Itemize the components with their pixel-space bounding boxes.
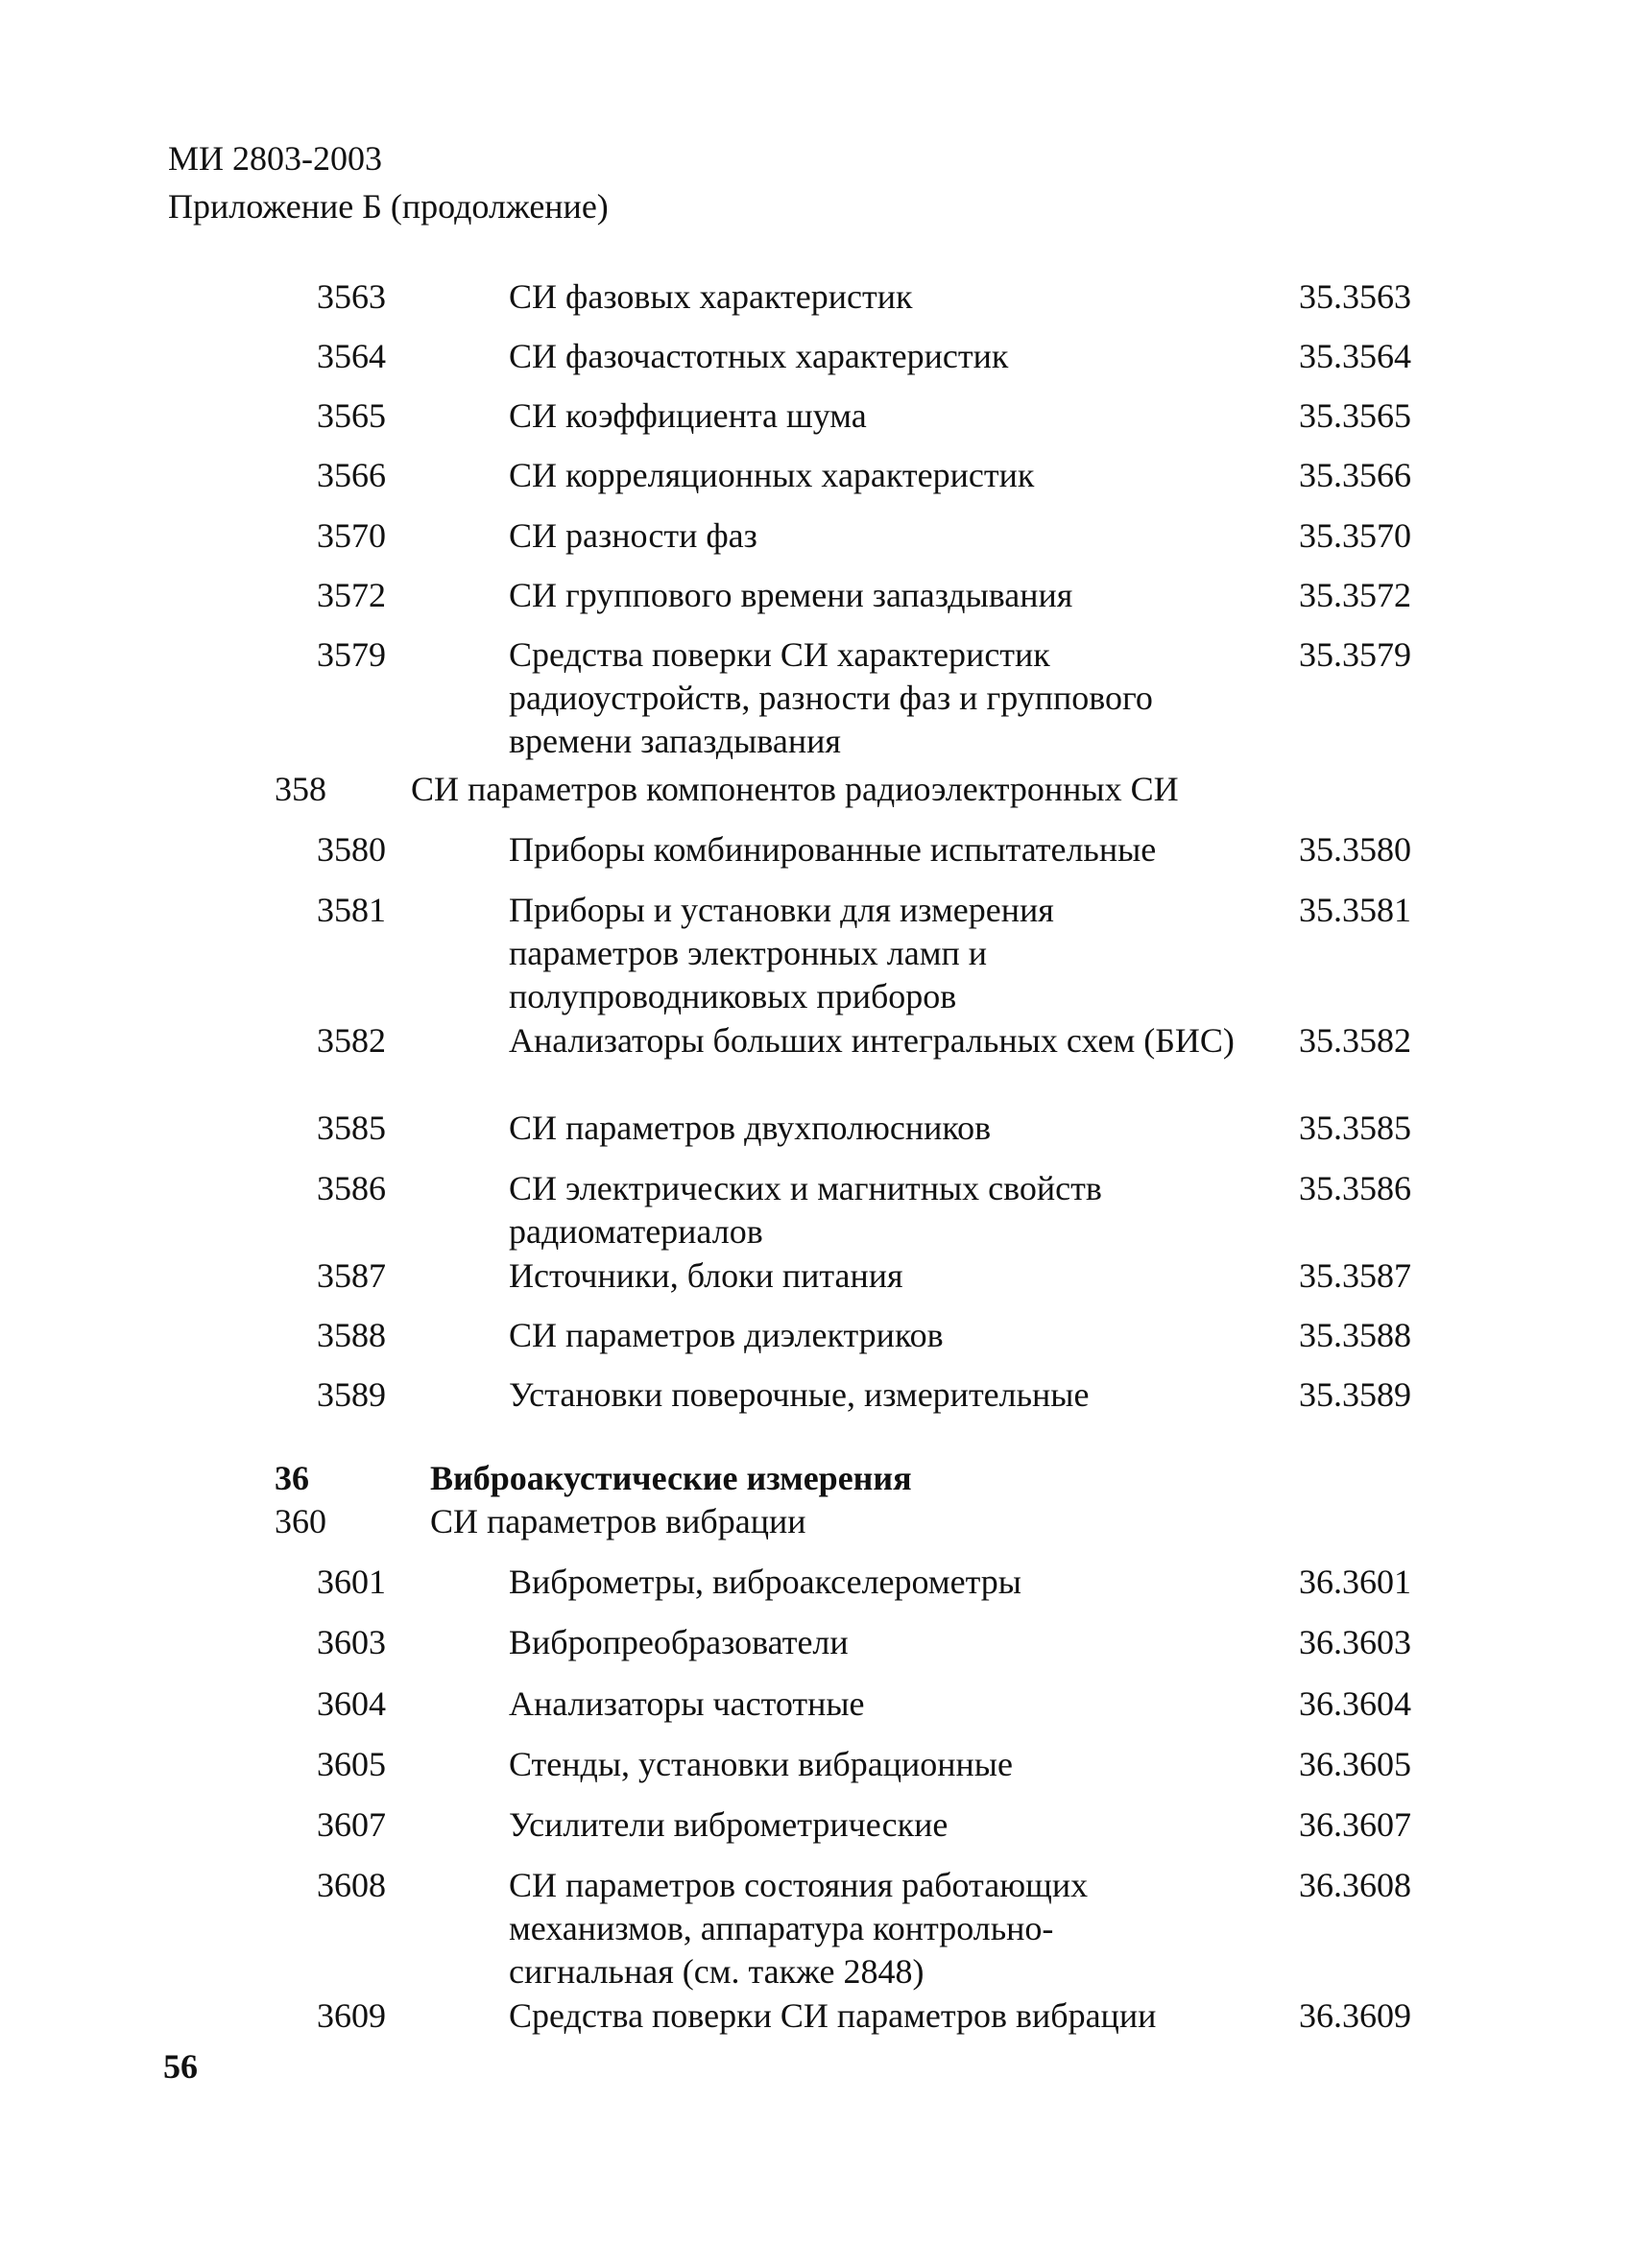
row-code: 3579 [317, 635, 386, 674]
row-code: 3581 [317, 891, 386, 929]
row-ref: 35.3564 [1299, 337, 1411, 375]
row-ref: 35.3570 [1299, 516, 1411, 555]
page-number: 56 [163, 2047, 198, 2086]
row-code: 3588 [317, 1316, 386, 1354]
row-code: 3607 [317, 1805, 386, 1844]
row-title: СИ корреляционных характеристик [509, 456, 1035, 494]
row-title: Виброметры, виброакселерометры [509, 1563, 1021, 1601]
row-ref: 35.3566 [1299, 456, 1411, 494]
document-id: МИ 2803-2003 [168, 139, 382, 178]
row-ref: 36.3604 [1299, 1684, 1411, 1723]
row-code: 3563 [317, 277, 386, 316]
row-ref: 35.3586 [1299, 1169, 1411, 1207]
row-ref: 35.3580 [1299, 830, 1411, 869]
row-ref: 35.3581 [1299, 891, 1411, 929]
row-code: 3605 [317, 1745, 386, 1783]
row-code: 3580 [317, 830, 386, 869]
row-code: 3564 [317, 337, 386, 375]
row-title: Источники, блоки питания [509, 1256, 903, 1295]
group-code: 360 [275, 1502, 326, 1540]
row-code: 3566 [317, 456, 386, 494]
row-title: СИ параметров двухполюсников [509, 1109, 992, 1147]
row-ref: 35.3588 [1299, 1316, 1411, 1354]
row-title: СИ группового времени запаздывания [509, 576, 1073, 614]
row-ref: 36.3609 [1299, 1996, 1411, 2035]
section-code: 36 [275, 1459, 309, 1497]
row-title: СИ параметров диэлектриков [509, 1316, 944, 1354]
row-title: СИ коэффициента шума [509, 396, 867, 435]
row-title: Стенды, установки вибрационные [509, 1745, 1013, 1783]
row-ref: 35.3585 [1299, 1109, 1411, 1147]
group-title: СИ параметров вибрации [430, 1502, 806, 1540]
row-title: Вибропреобразователи [509, 1623, 849, 1661]
row-title: Средства поверки СИ параметров вибрации [509, 1996, 1157, 2035]
row-ref: 36.3603 [1299, 1623, 1411, 1661]
row-ref: 36.3605 [1299, 1745, 1411, 1783]
group-code: 358 [275, 770, 326, 808]
row-ref: 35.3572 [1299, 576, 1411, 614]
row-code: 3604 [317, 1684, 386, 1723]
row-title: СИ разности фаз [509, 516, 757, 555]
group-title: СИ параметров компонентов радиоэлектронных СИ [411, 770, 1179, 808]
row-code: 3565 [317, 396, 386, 435]
row-title: СИ фазовых характеристик [509, 277, 913, 316]
row-code: 3570 [317, 516, 386, 555]
row-code: 3582 [317, 1021, 386, 1060]
row-code: 3608 [317, 1866, 386, 1904]
page-header [168, 134, 609, 230]
row-ref: 36.3601 [1299, 1563, 1411, 1601]
row-ref: 36.3608 [1299, 1866, 1411, 1904]
row-title: СИ фазочастотных характеристик [509, 337, 1009, 375]
row-title: Анализаторы больших интегральных схем (БИС) [509, 1021, 1235, 1060]
row-code: 3603 [317, 1623, 386, 1661]
section-title: Виброакустические измерения [430, 1459, 912, 1497]
row-code: 3587 [317, 1256, 386, 1295]
row-title: СИ электрических и магнитных свойств радиоматериалов [509, 1169, 1102, 1251]
row-ref: 35.3587 [1299, 1256, 1411, 1295]
row-code: 3586 [317, 1169, 386, 1207]
row-ref: 35.3563 [1299, 277, 1411, 316]
row-code: 3572 [317, 576, 386, 614]
row-title: Приборы и установки для измерения параметров электронных ламп и полупроводниковых приборов [509, 891, 1054, 1015]
row-code: 3589 [317, 1375, 386, 1414]
row-code: 3601 [317, 1563, 386, 1601]
row-title: Приборы комбинированные испытательные [509, 830, 1157, 869]
row-title: Средства поверки СИ характеристик радиоустройств, разности фаз и группового времени запаздывания [509, 635, 1153, 760]
row-ref: 36.3607 [1299, 1805, 1411, 1844]
row-code: 3609 [317, 1996, 386, 2035]
row-code: 3585 [317, 1109, 386, 1147]
row-ref: 35.3565 [1299, 396, 1411, 435]
row-ref: 35.3579 [1299, 635, 1411, 674]
row-title: Анализаторы частотные [509, 1684, 865, 1723]
row-title: Усилители виброметрические [509, 1805, 949, 1844]
row-ref: 35.3582 [1299, 1021, 1411, 1060]
row-title: СИ параметров состояния работающих механизмов, аппаратура контрольно-сигнальная (см. также 2848) [509, 1866, 1089, 1991]
row-title: Установки поверочные, измерительные [509, 1375, 1090, 1414]
row-ref: 35.3589 [1299, 1375, 1411, 1414]
appendix-subtitle: Приложение Б (продолжение) [168, 187, 609, 226]
